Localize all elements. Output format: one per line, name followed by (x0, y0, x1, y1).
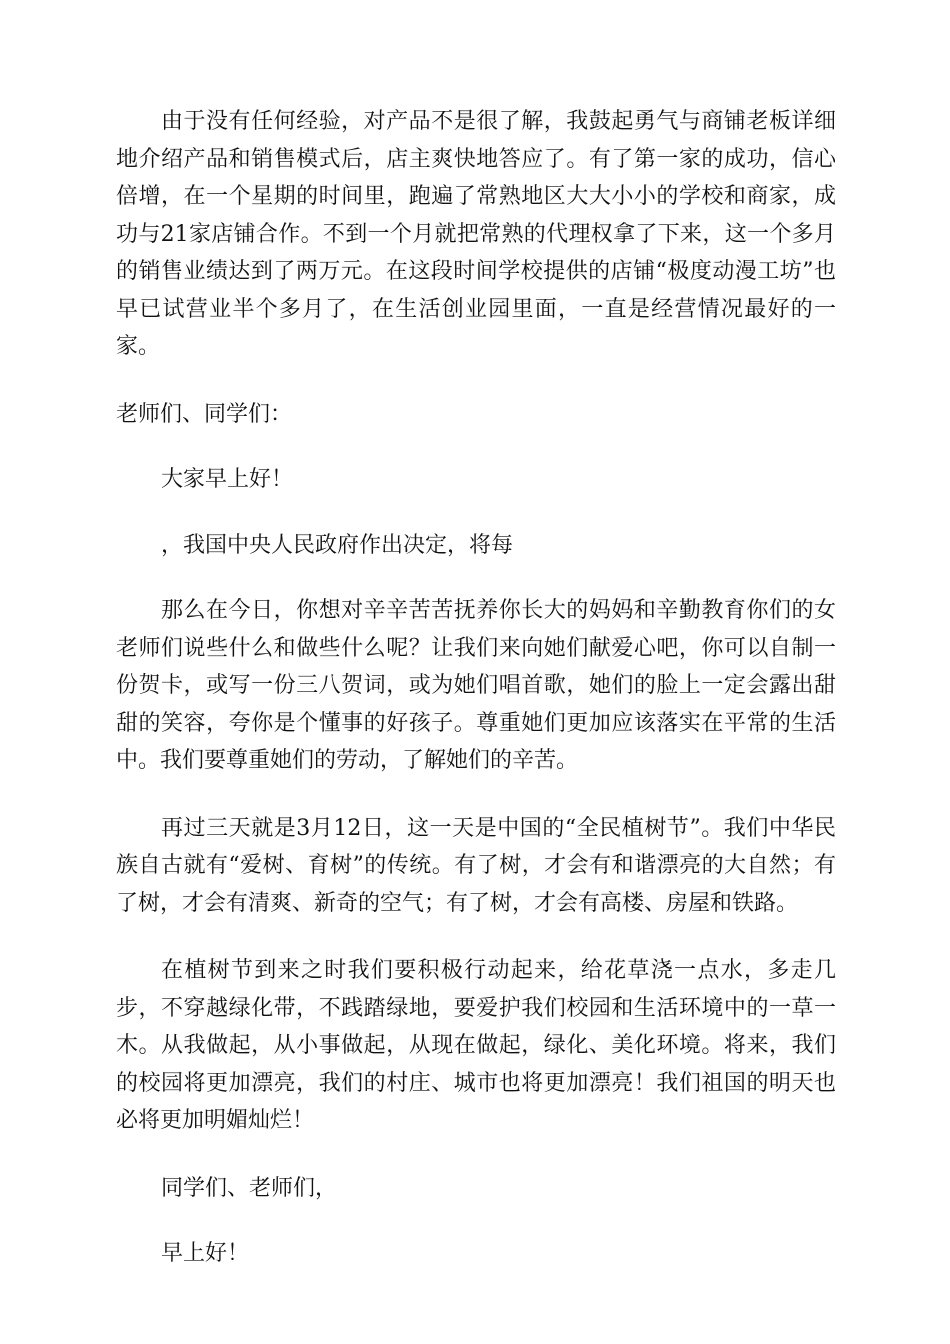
document-body (116, 103, 836, 1301)
greeting-teachers-students: 老师们、同学们： (116, 401, 293, 427)
greeting-morning: 早上好！ (161, 1241, 250, 1266)
paragraph-entrepreneurship: 由于没有任何经验，对产品不是很了解，我鼓起勇气与商铺老板详细地介绍产品和销售模式后，店主爽快地答应了。有了第一家的成功，信心倍增，在一个星期的时间里，跑遍了常熟地区大大小小的学校和商家，成功与21家店铺合作。不到一个月就把常熟的代理权拿了下来，这一个多月的销售业绩达到了两万元。在这段时间学校提供的店铺“极度动漫工坊”也早已试营业半个多月了，在生活创业园里面，一直是经营情况最好的一家。 (116, 109, 836, 359)
paragraph-womens-day: 那么在今日，你想对辛辛苦苦抚养你长大的妈妈和辛勤教育你们的女老师们说些什么和做些什么呢？让我们来向她们献爱心吧，你可以自制一份贺卡，或写一份三八贺词，或为她们唱首歌，她们的脸上一定会露出甜甜的笑容，夸你是个懂事的好孩子。尊重她们更加应该落实在平常的生活中。我们要尊重她们的劳动，了解她们的辛苦。 (116, 598, 836, 773)
paragraph-government-decision: ，我国中央人民政府作出决定，将每 (161, 532, 514, 558)
paragraph-protect-environment: 在植树节到来之时我们要积极行动起来，给花草浇一点水，多走几步，不穿越绿化带，不践踏绿地，要爱护我们校园和生活环境中的一草一木。从我做起，从小事做起，从现在做起，绿化、美化环境。将来，我们的校园将更加漂亮，我们的村庄、城市也将更加漂亮！我们祖国的明天也必将更加明媚灿烂！ (116, 958, 836, 1133)
greeting-students-teachers: 同学们、老师们， (161, 1175, 338, 1201)
paragraph-arbor-day: 再过三天就是3月12日，这一天是中国的“全民植树节”。我们中华民族自古就有“爱树、育树”的传统。有了树，才会有和谐漂亮的大自然；有了树，才会有清爽、新奇的空气；有了树，才会有高楼、房屋和铁路。 (116, 815, 836, 916)
greeting-good-morning: 大家早上好！ (161, 467, 294, 492)
